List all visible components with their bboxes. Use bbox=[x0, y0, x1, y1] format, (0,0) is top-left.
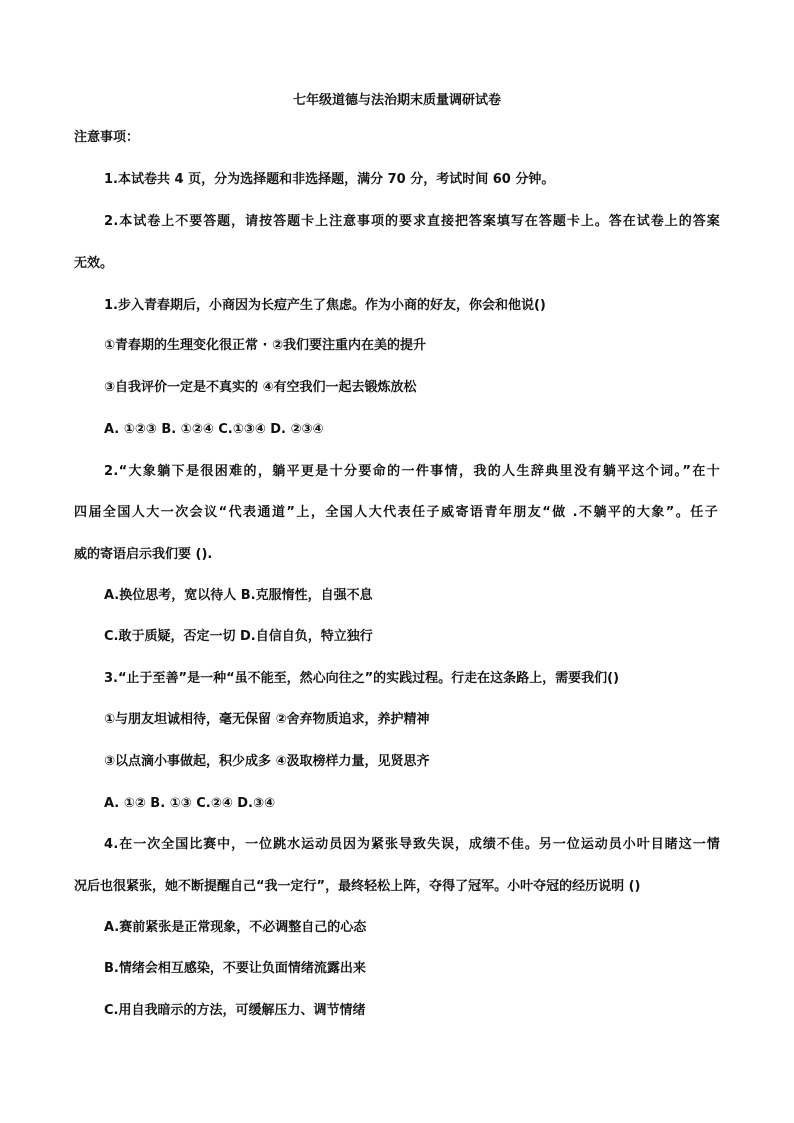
question-1-options: A. ①②③ B. ①②④ C.①③④ D. ②③④ bbox=[104, 422, 324, 437]
question-1-stem: 1.步入青春期后，小商因为长痘产生了焦虑。作为小商的好友，你会和他说() bbox=[104, 298, 546, 313]
notice-heading: 注意事项： bbox=[74, 130, 140, 145]
question-4-option-c: C.用自我暗示的方法，可缓解压力、调节情绪 bbox=[104, 1003, 366, 1018]
question-2-stem-line-2: 四届全国人大一次会议“代表通道”上，全国人大代表任子威寄语青年朋友“做 .不躺平的大象”。任子 bbox=[74, 505, 718, 520]
question-4-option-a: A.赛前紧张是正常现象，不必调整自己的心态 bbox=[104, 920, 367, 935]
question-4-stem-line-2: 况后也很紧张，她不断提醒自己“我一定行”，最终轻松上阵，夺得了冠军。小叶夺冠的经历说明 () bbox=[74, 879, 641, 894]
question-4-option-b: B.情绪会相互感染，不要让负面情绪流露出来 bbox=[104, 961, 366, 976]
notice-item-2-line-2: 无效。 bbox=[74, 256, 114, 271]
question-3-options: A. ①② B. ①③ C.②④ D.③④ bbox=[104, 796, 275, 811]
question-2-stem-line-3: 威的寄语启示我们要 (). bbox=[74, 547, 213, 562]
page-title: 七年级道德与法治期末质量调研试卷 bbox=[292, 93, 501, 108]
question-4-stem-line-1: 4.在一次全国比赛中，一位跳水运动员因为紧张导致失误，成绩不佳。另一位运动员小叶目睹这一情 bbox=[104, 837, 720, 852]
notice-item-2-line-1: 2.本试卷上不要答题，请按答题卡上注意事项的要求直接把答案填写在答题卡上。答在试卷上的答案 bbox=[104, 214, 720, 229]
question-1-statement-1: ①青春期的生理变化很正常 · ②我们要注重内在美的提升 bbox=[104, 338, 427, 353]
notice-item-1: 1.本试卷共 4 页，分为选择题和非选择题，满分 70 分，考试时间 60 分钟。 bbox=[104, 172, 555, 187]
question-2-option-cd: C.敢于质疑，否定一切 D.自信自负，特立独行 bbox=[104, 629, 373, 644]
question-3-statement-1: ①与朋友坦诚相待，毫无保留 ②舍弃物质追求，养护精神 bbox=[104, 712, 430, 727]
question-2-option-ab: A.换位思考，宽以待人 B.克服惰性，自强不息 bbox=[104, 588, 373, 603]
question-3-stem: 3.“止于至善”是一种“虽不能至，然心向往之”的实践过程。行走在这条路上，需要我们() bbox=[104, 671, 620, 686]
question-3-statement-2: ③以点滴小事做起，积少成多 ④汲取榜样力量，见贤思齐 bbox=[104, 754, 430, 769]
question-2-stem-line-1: 2.“大象躺下是很困难的，躺平更是十分要命的一件事情，我的人生辞典里没有躺平这个词。”在十 bbox=[104, 464, 720, 479]
question-1-statement-2: ③自我评价一定是不真实的 ④有空我们一起去锻炼放松 bbox=[104, 380, 417, 395]
